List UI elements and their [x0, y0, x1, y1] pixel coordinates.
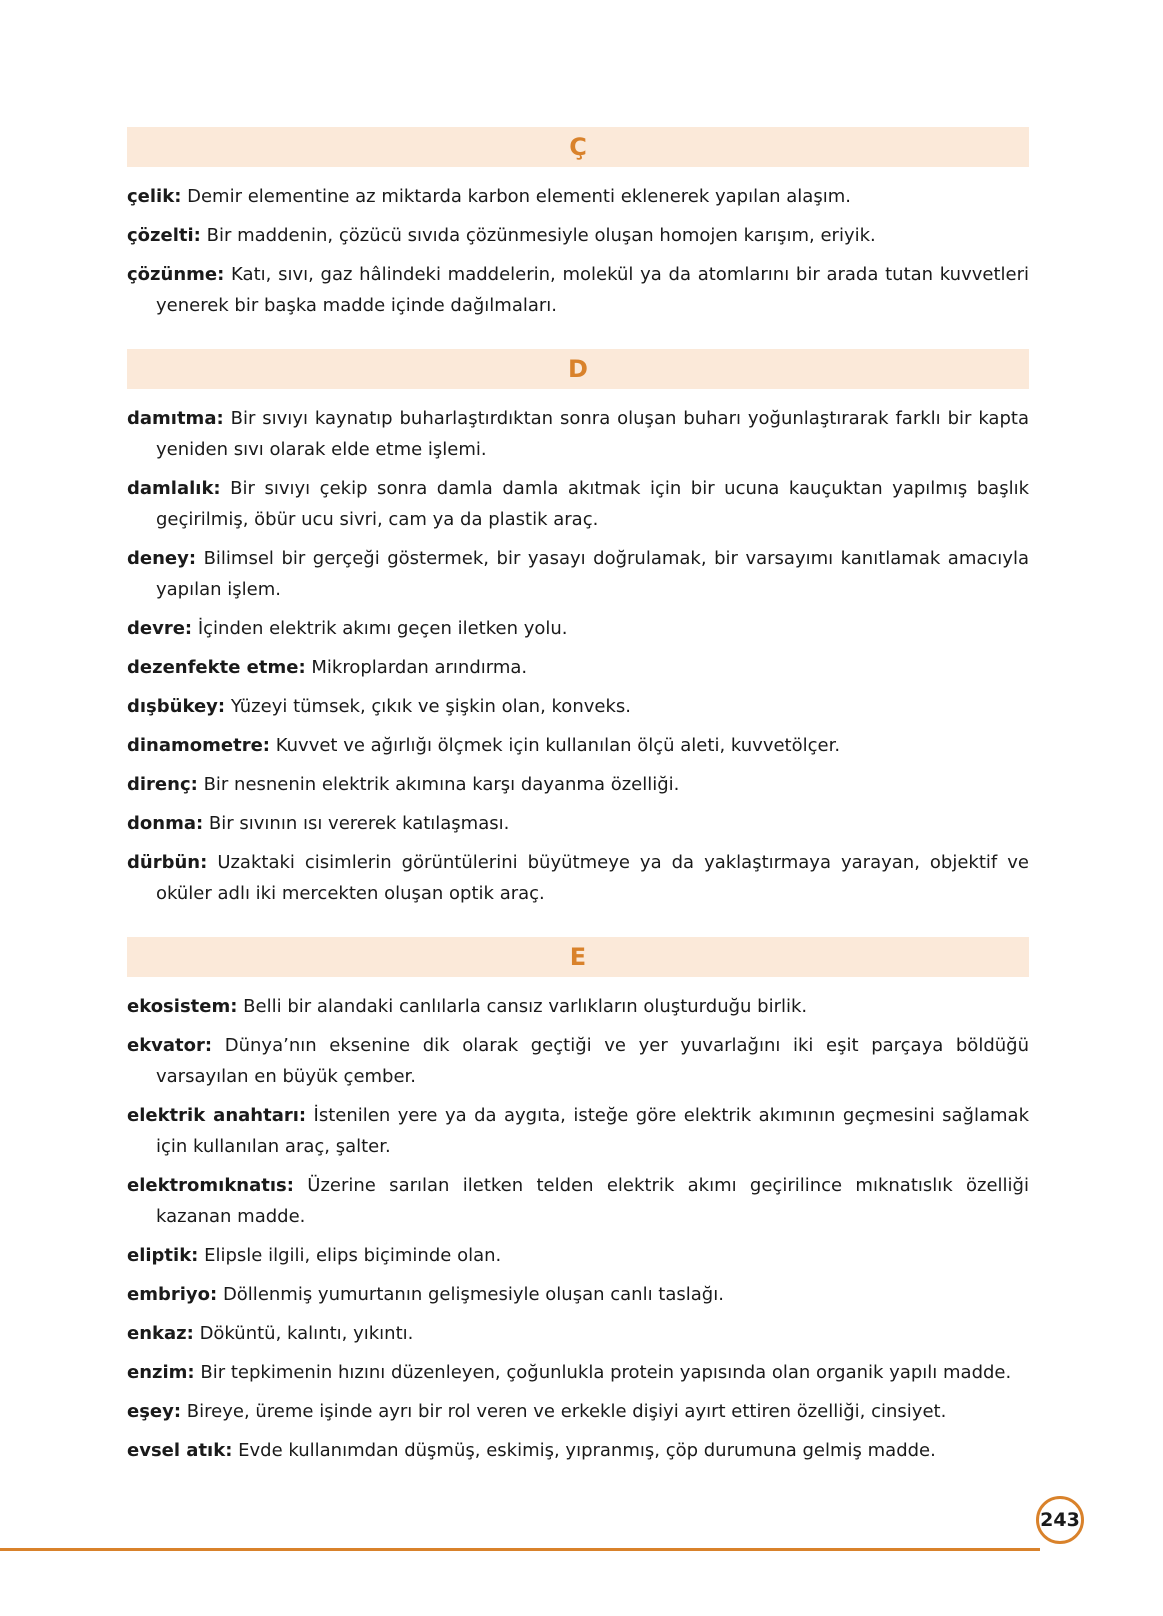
- glossary-definition: Dünya’nın eksenine dik olarak geçtiği ve yer yuvarlağını iki eşit parçaya böldüğü varsayılan en büyük çember.: [156, 1035, 1029, 1087]
- glossary-definition: Kuvvet ve ağırlığı ölçmek için kullanılan ölçü aleti, kuvvetölçer.: [275, 735, 841, 756]
- page-number: 243: [1040, 1509, 1080, 1531]
- section-header-c-cedilla: [127, 127, 1029, 167]
- glossary-term: çelik:: [127, 186, 182, 207]
- glossary-term: dezenfekte etme:: [127, 657, 306, 678]
- section-letter: Ç: [569, 133, 587, 161]
- glossary-definition: Evde kullanımdan düşmüş, eskimiş, yıpranmış, çöp durumuna gelmiş madde.: [238, 1440, 936, 1461]
- glossary-term: damlalık:: [127, 478, 221, 499]
- glossary-definition: Üzerine sarılan iletken telden elektrik akımı geçirilince mıknatıslık özelliği kazanan madde.: [156, 1175, 1029, 1227]
- glossary-definition: Bir sıvıyı çekip sonra damla damla akıtmak için bir ucuna kauçuktan yapılmış başlık geçirilmiş, öbür ucu sivri, cam ya da plastik araç.: [156, 478, 1029, 530]
- section-entries-e: [127, 991, 1029, 1466]
- glossary-entry: [127, 259, 1029, 321]
- glossary-term: donma:: [127, 813, 204, 834]
- glossary-entry: [127, 1100, 1029, 1162]
- glossary-term: damıtma:: [127, 408, 224, 429]
- glossary-entry: [127, 1318, 1029, 1349]
- glossary-term: devre:: [127, 618, 193, 639]
- section-header-d: [127, 349, 1029, 389]
- glossary-term: eliptik:: [127, 1245, 199, 1266]
- glossary-entry: [127, 473, 1029, 535]
- glossary-term: dürbün:: [127, 852, 208, 873]
- glossary-entry: [127, 769, 1029, 800]
- glossary-definition: Bilimsel bir gerçeği göstermek, bir yasayı doğrulamak, bir varsayımı kanıtlamak amacıyla yapılan işlem.: [156, 548, 1029, 600]
- glossary-term: enkaz:: [127, 1323, 194, 1344]
- glossary-definition: Bir nesnenin elektrik akımına karşı dayanma özelliği.: [203, 774, 680, 795]
- glossary-term: elektrik anahtarı:: [127, 1105, 307, 1126]
- glossary-entry: [127, 543, 1029, 605]
- glossary-definition: Bir sıvıyı kaynatıp buharlaştırdıktan sonra oluşan buharı yoğunlaştırarak farklı bir kapta yeniden sıvı olarak elde etme işlemi.: [156, 408, 1029, 460]
- glossary-definition: Mikroplardan arındırma.: [311, 657, 528, 678]
- glossary-term: çözelti:: [127, 225, 201, 246]
- glossary-entry: [127, 1030, 1029, 1092]
- glossary-definition: Yüzeyi tümsek, çıkık ve şişkin olan, konveks.: [230, 696, 631, 717]
- glossary-entry: [127, 403, 1029, 465]
- glossary-entry: [127, 730, 1029, 761]
- glossary-entry: [127, 1396, 1029, 1427]
- glossary-term: çözünme:: [127, 264, 225, 285]
- section-entries-c-cedilla: [127, 181, 1029, 321]
- glossary-entry: [127, 652, 1029, 683]
- section-letter: E: [569, 943, 587, 971]
- glossary-term: evsel atık:: [127, 1440, 233, 1461]
- glossary-entry: [127, 181, 1029, 212]
- glossary-entry: [127, 220, 1029, 251]
- page-number-badge: [1036, 1496, 1084, 1544]
- glossary-term: embriyo:: [127, 1284, 218, 1305]
- section-letter: D: [568, 355, 588, 383]
- glossary-definition: İstenilen yere ya da aygıta, isteğe göre elektrik akımının geçmesini sağlamak için kullanılan araç, şalter.: [156, 1105, 1029, 1157]
- glossary-term: eşey:: [127, 1401, 182, 1422]
- glossary-definition: Bireye, üreme işinde ayrı bir rol veren ve erkekle dişiyi ayırt ettiren özelliği, cinsiyet.: [186, 1401, 947, 1422]
- glossary-term: deney:: [127, 548, 197, 569]
- glossary-entry: [127, 847, 1029, 909]
- glossary-definition: İçinden elektrik akımı geçen iletken yolu.: [197, 618, 568, 639]
- glossary-entry: [127, 691, 1029, 722]
- section-header-e: [127, 937, 1029, 977]
- glossary-definition: Bir tepkimenin hızını düzenleyen, çoğunlukla protein yapısında olan organik yapılı madde.: [200, 1362, 1012, 1383]
- glossary-entry: [127, 1435, 1029, 1466]
- glossary-term: dinamometre:: [127, 735, 270, 756]
- glossary-term: elektromıknatıs:: [127, 1175, 294, 1196]
- glossary-entry: [127, 1279, 1029, 1310]
- glossary-term: direnç:: [127, 774, 198, 795]
- glossary-definition: Döllenmiş yumurtanın gelişmesiyle oluşan canlı taslağı.: [222, 1284, 724, 1305]
- glossary-term: enzim:: [127, 1362, 195, 1383]
- glossary-definition: Bir maddenin, çözücü sıvıda çözünmesiyle oluşan homojen karışım, eriyik.: [206, 225, 876, 246]
- glossary-definition: Katı, sıvı, gaz hâlindeki maddelerin, molekül ya da atomlarını bir arada tutan kuvvetleri yenerek bir başka madde içinde dağılmaları.: [156, 264, 1029, 316]
- glossary-definition: Demir elementine az miktarda karbon elementi eklenerek yapılan alaşım.: [187, 186, 851, 207]
- glossary-definition: Uzaktaki cisimlerin görüntülerini büyütmeye ya da yaklaştırmaya yarayan, objektif ve oküler adlı iki mercekten oluşan optik araç.: [156, 852, 1029, 904]
- glossary-term: ekosistem:: [127, 996, 238, 1017]
- glossary-definition: Elipsle ilgili, elips biçiminde olan.: [204, 1245, 502, 1266]
- glossary-entry: [127, 808, 1029, 839]
- glossary-definition: Döküntü, kalıntı, yıkıntı.: [199, 1323, 414, 1344]
- glossary-term: dışbükey:: [127, 696, 226, 717]
- glossary-content: [127, 127, 1029, 1474]
- glossary-entry: [127, 1240, 1029, 1271]
- glossary-entry: [127, 613, 1029, 644]
- glossary-definition: Bir sıvının ısı vererek katılaşması.: [208, 813, 510, 834]
- footer-divider: [0, 1548, 1040, 1551]
- glossary-entry: [127, 991, 1029, 1022]
- glossary-entry: [127, 1357, 1029, 1388]
- glossary-term: ekvator:: [127, 1035, 213, 1056]
- section-entries-d: [127, 403, 1029, 909]
- glossary-entry: [127, 1170, 1029, 1232]
- glossary-definition: Belli bir alandaki canlılarla cansız varlıkların oluşturduğu birlik.: [243, 996, 808, 1017]
